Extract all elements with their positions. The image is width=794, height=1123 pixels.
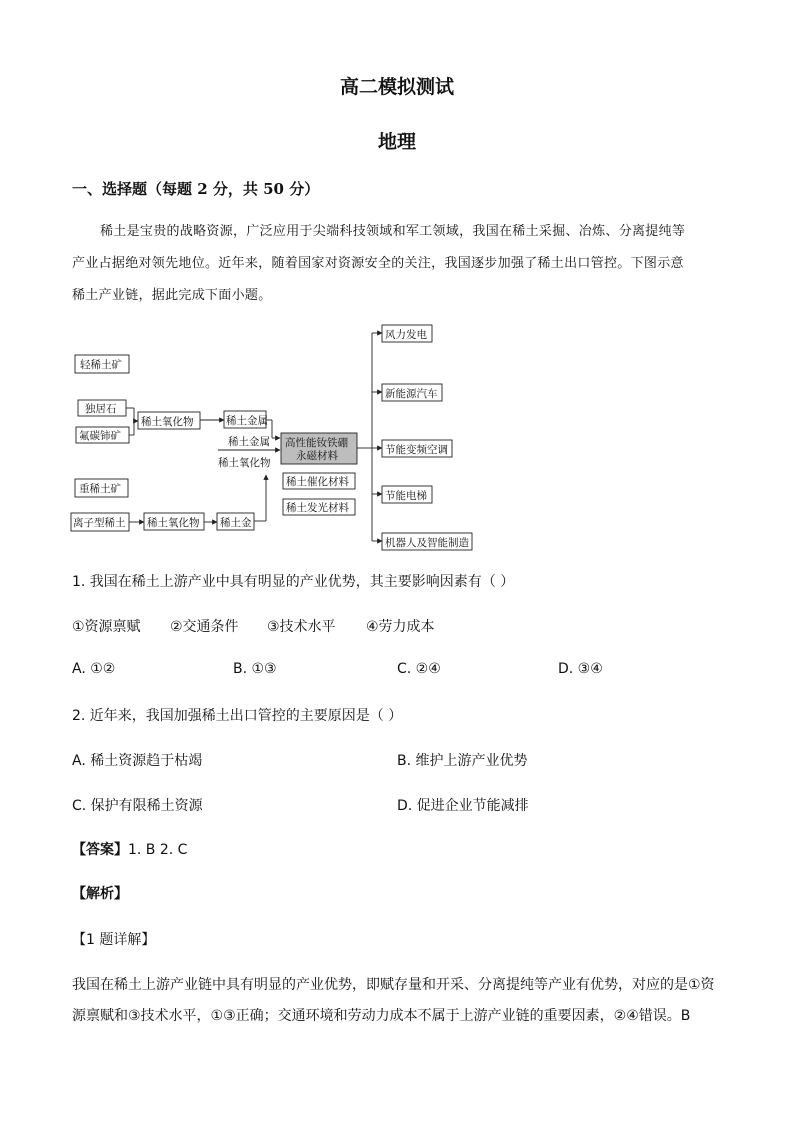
q2-option-a[interactable]: A. 稀土资源趋于枯竭 [72,753,203,769]
label-bastnaesite: 氟碳铈矿 [79,430,121,442]
detail-line-1: 我国在稀土上游产业链中具有明显的产业优势，即赋存量和开采、分离提纯等产业有优势，对应的是①资 [72,977,715,993]
label-metal: 稀土金属 [228,436,270,448]
detail-line-2: 源禀赋和③技术水平，①③正确；交通环境和劳动力成本不属于上游产业链的重要因素，②④错误。B [72,1008,691,1024]
q2-option-b[interactable]: B. 维护上游产业优势 [397,753,528,769]
analysis-label: 【解析】 [72,886,128,902]
label-app-ac: 节能变频空调 [385,444,448,456]
label-heavy-ore: 重稀土矿 [79,483,121,495]
label-light-ore: 轻稀土矿 [80,359,122,371]
q1-stem: 1. 我国在稀土上游产业中具有明显的产业优势，其主要影响因素有（ ） [72,574,515,590]
q1-option-a[interactable]: A. ①② [72,661,116,677]
section-heading: 一、选择题（每题 2 分，共 50 分） [72,180,320,198]
q2-option-d[interactable]: D. 促进企业节能减排 [397,798,529,814]
label-oxide: 稀土氧化物 [218,457,271,469]
label-ndfeb-1: 高性能钕铁硼 [285,437,348,449]
intro-line-2: 产业占据绝对领先地位。近年来，随着国家对资源安全的关注，我国逐步加强了稀土出口管控。下图示意 [72,256,684,271]
page-title: 高二模拟测试 [339,76,454,98]
answer-text: 1. B 2. C [128,842,188,858]
label-luminescent: 稀土发光材料 [286,502,349,514]
q1-factor-4: ④劳力成本 [366,619,435,635]
label-metal-1: 稀土金属 [226,415,268,427]
intro-line-1: 稀土是宝贵的战略资源，广泛应用于尖端科技领域和军工领域，我国在稀土采掘、冶炼、分离提纯等 [100,224,686,239]
label-catalyst: 稀土催化材料 [286,476,349,488]
label-alloy: 稀土金 [220,517,252,529]
q1-factor-2: ②交通条件 [170,619,239,635]
label-app-robot: 机器人及智能制造 [385,537,469,549]
answer-row [72,839,187,859]
label-app-elevator: 节能电梯 [385,490,427,502]
q2-option-c[interactable]: C. 保护有限稀土资源 [72,798,203,814]
q1-option-d[interactable]: D. ③④ [558,661,603,677]
label-oxide-1: 稀土氧化物 [141,416,194,428]
label-ndfeb-2: 永磁材料 [296,450,338,462]
q1-factor-1: ①资源禀赋 [72,619,141,635]
label-ionic: 离子型稀土 [73,517,126,529]
answer-label: 【答案】 [72,842,128,858]
analysis-sub: 【1 题详解】 [72,932,156,948]
intro-line-3: 稀土产业链，据此完成下面小题。 [72,288,272,303]
label-app-ev: 新能源汽车 [385,388,438,400]
label-monazite: 独居石 [85,403,117,415]
q1-option-b[interactable]: B. ①③ [233,661,277,677]
label-oxide-2: 稀土氧化物 [147,517,200,529]
q2-stem: 2. 近年来，我国加强稀土出口管控的主要原因是（ ） [72,708,403,724]
label-app-wind: 风力发电 [385,329,427,341]
q1-option-c[interactable]: C. ②④ [397,661,441,677]
q1-factor-3: ③技术水平 [267,619,336,635]
subject-title: 地理 [377,131,416,153]
